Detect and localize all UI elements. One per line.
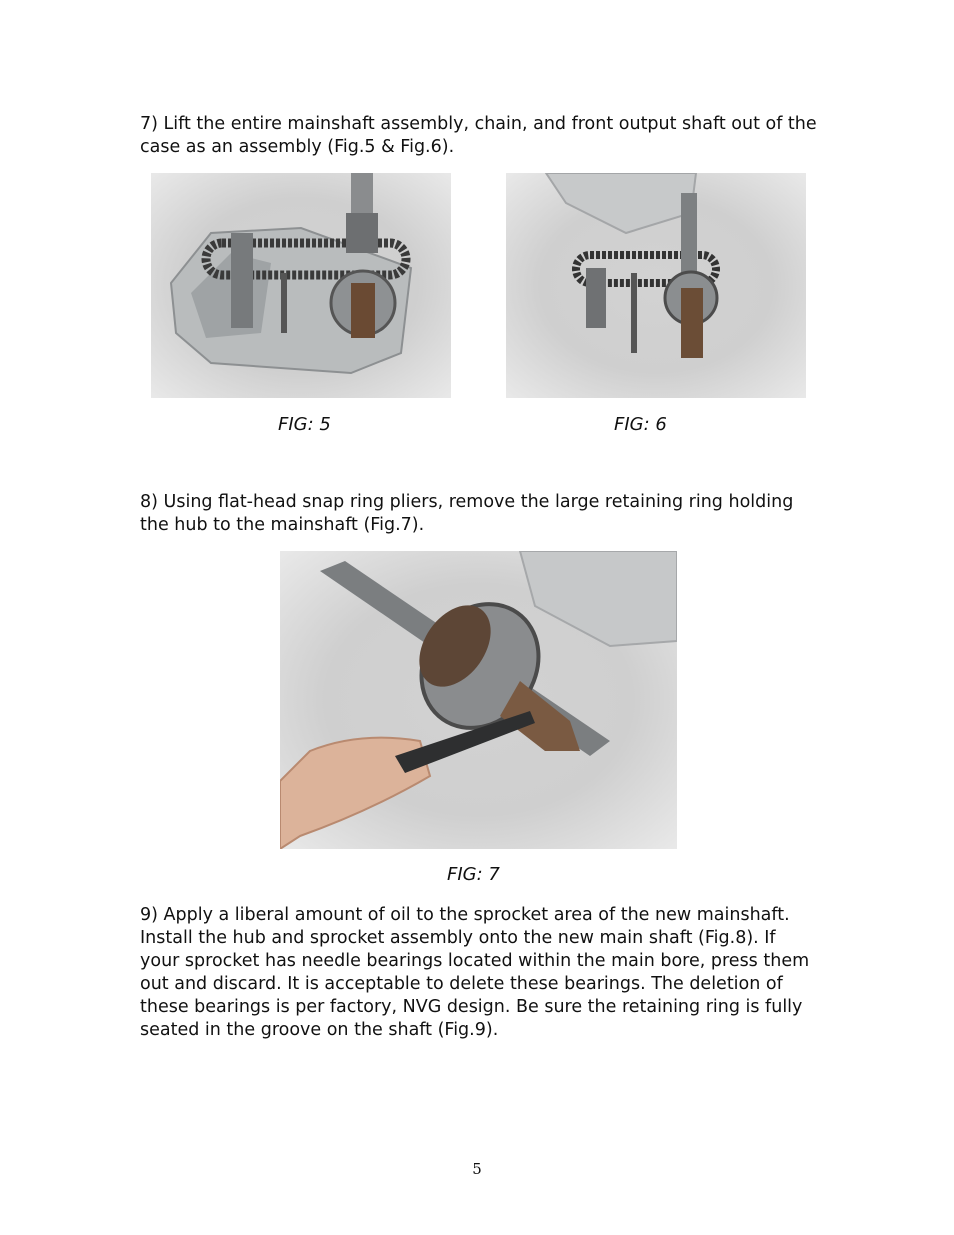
fig7-caption: FIG: 7 [447, 864, 500, 885]
transfer-case-chain-image [151, 173, 451, 398]
step-7-text: 7) Lift the entire mainshaft assembly, chain, and front output shaft out of the case as an assembly (Fig.5 & Fig.6). [140, 114, 817, 157]
fig6-photo [506, 173, 806, 398]
snap-ring-pliers-image [280, 551, 677, 849]
page-number: 5 [472, 1160, 482, 1178]
fig5-photo [151, 173, 451, 398]
mainshaft-assembly-image [506, 173, 806, 398]
fig5-caption: FIG: 5 [278, 414, 331, 435]
step-9-text: 9) Apply a liberal amount of oil to the sprocket area of the new mainshaft. Install the hub and sprocket assembly onto the new main shaft (Fig.8). If your sprocket has needle bearings located within the main bore, press them out and discard. It is acceptable to delete these bearings. The deletion of these bearings is per factory, NVG design. Be sure the retaining ring is fully seated in the groove on the shaft (Fig.9). [140, 905, 810, 1040]
fig7-photo [280, 551, 677, 849]
fig6-caption: FIG: 6 [614, 414, 667, 435]
step-8-text: 8) Using flat-head snap ring pliers, remove the large retaining ring holding the hub to the mainshaft (Fig.7). [140, 492, 794, 535]
